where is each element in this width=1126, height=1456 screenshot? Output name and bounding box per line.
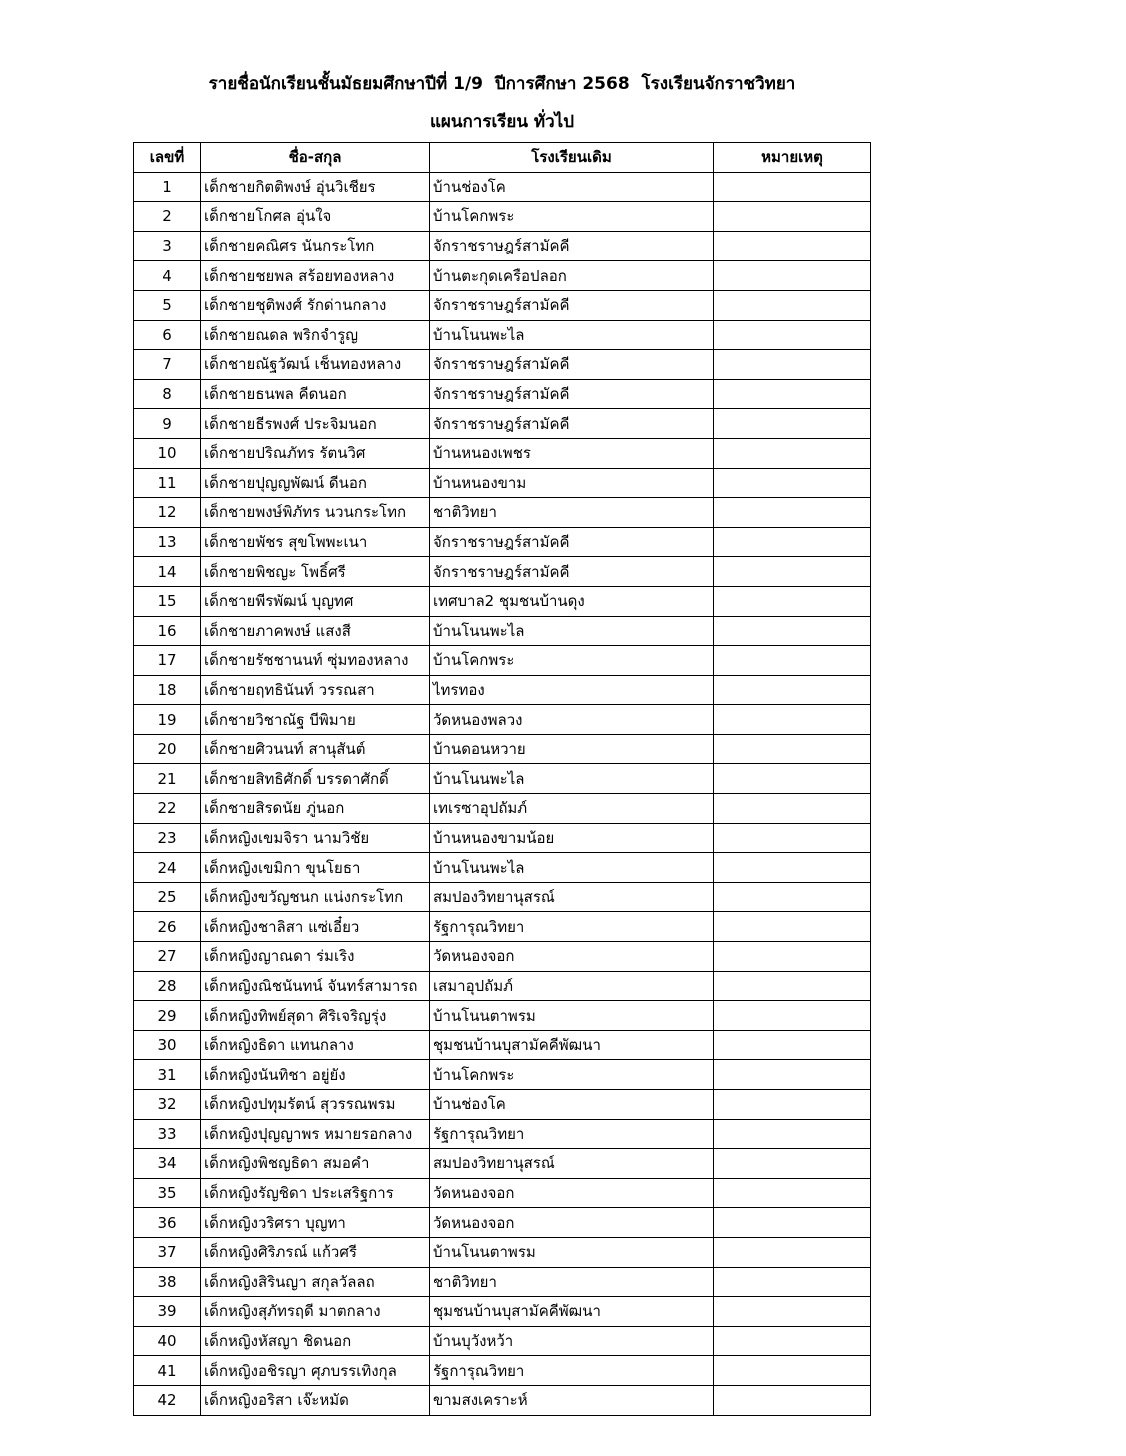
cell-previous-school: บ้านตะกุดเครือปลอก	[430, 261, 714, 291]
cell-previous-school: จักราชราษฎร์สามัคคี	[430, 290, 714, 320]
cell-remarks	[714, 320, 871, 350]
table-row	[134, 261, 871, 291]
table-row	[134, 734, 871, 764]
cell-student-name: เด็กหญิงณิชนันทน์ จันทร์สามารถ	[201, 971, 430, 1001]
cell-remarks	[714, 971, 871, 1001]
cell-remarks	[714, 853, 871, 883]
cell-student-name: เด็กหญิงวริศรา บุญทา	[201, 1208, 430, 1238]
cell-remarks	[714, 942, 871, 972]
cell-previous-school: บ้านบุวังหว้า	[430, 1326, 714, 1356]
cell-student-name: เด็กหญิงปทุมรัตน์ สุวรรณพรม	[201, 1090, 430, 1120]
cell-remarks	[714, 912, 871, 942]
cell-student-name: เด็กหญิงอริสา เจ๊ะหมัด	[201, 1385, 430, 1415]
cell-student-name: เด็กหญิงทิพย์สุดา ศิริเจริญรุ่ง	[201, 1001, 430, 1031]
cell-remarks	[714, 1030, 871, 1060]
cell-student-name: เด็กหญิงธิดา แทนกลาง	[201, 1030, 430, 1060]
cell-student-name: เด็กชายณัฐวัฒน์ เช็นทองหลาง	[201, 350, 430, 380]
cell-previous-school: รัฐการุณวิทยา	[430, 1119, 714, 1149]
cell-student-name: เด็กหญิงนันทิชา อยู่ยัง	[201, 1060, 430, 1090]
document-title: รายชื่อนักเรียนชั้นมัธยมศึกษาปีที่ 1/9 ปีการศึกษา 2568 โรงเรียนจักราชวิทยา	[208, 74, 796, 94]
cell-previous-school: จักราชราษฎร์สามัคคี	[430, 527, 714, 557]
cell-previous-school: ชุมชนบ้านบุสามัคคีพัฒนา	[430, 1297, 714, 1327]
cell-number: 25	[134, 882, 201, 912]
cell-number: 24	[134, 853, 201, 883]
table-row	[134, 646, 871, 676]
table-row	[134, 409, 871, 439]
cell-remarks	[714, 794, 871, 824]
cell-remarks	[714, 823, 871, 853]
cell-previous-school: จักราชราษฎร์สามัคคี	[430, 350, 714, 380]
table-row	[134, 202, 871, 232]
cell-student-name: เด็กชายวิชาณัฐ บีพิมาย	[201, 705, 430, 735]
cell-student-name: เด็กหญิงอชิรญา ศุภบรรเทิงกุล	[201, 1356, 430, 1386]
cell-remarks	[714, 379, 871, 409]
cell-number: 23	[134, 823, 201, 853]
table-row	[134, 290, 871, 320]
cell-student-name: เด็กชายคณิศร นันกระโทก	[201, 231, 430, 261]
header-name: ชื่อ-สกุล	[201, 143, 430, 173]
cell-remarks	[714, 705, 871, 735]
table-row	[134, 172, 871, 202]
cell-previous-school: วัดหนองพลวง	[430, 705, 714, 735]
cell-previous-school: จักราชราษฎร์สามัคคี	[430, 231, 714, 261]
cell-remarks	[714, 1119, 871, 1149]
cell-student-name: เด็กหญิงสิรินญา สกุลวัลลถ	[201, 1267, 430, 1297]
cell-number: 17	[134, 646, 201, 676]
cell-remarks	[714, 527, 871, 557]
table-header	[134, 143, 871, 173]
cell-previous-school: ไทรทอง	[430, 675, 714, 705]
cell-student-name: เด็กชายภาคพงษ์ แสงสี	[201, 616, 430, 646]
cell-previous-school: ขามสงเคราะห์	[430, 1385, 714, 1415]
cell-number: 7	[134, 350, 201, 380]
cell-number: 5	[134, 290, 201, 320]
cell-remarks	[714, 882, 871, 912]
table-row	[134, 350, 871, 380]
cell-remarks	[714, 409, 871, 439]
cell-previous-school: บ้านโนนตาพรม	[430, 1001, 714, 1031]
cell-remarks	[714, 1090, 871, 1120]
table-row	[134, 616, 871, 646]
cell-number: 3	[134, 231, 201, 261]
table-row	[134, 794, 871, 824]
cell-number: 42	[134, 1385, 201, 1415]
table-row	[134, 1178, 871, 1208]
cell-student-name: เด็กหญิงขวัญชนก แน่งกระโทก	[201, 882, 430, 912]
cell-previous-school: เทศบาล2 ชุมชนบ้านดุง	[430, 586, 714, 616]
table-row	[134, 971, 871, 1001]
cell-student-name: เด็กหญิงหัสญา ชิดนอก	[201, 1326, 430, 1356]
cell-previous-school: บ้านหนองขาม	[430, 468, 714, 498]
cell-previous-school: ชาติวิทยา	[430, 1267, 714, 1297]
table-row	[134, 320, 871, 350]
cell-previous-school: จักราชราษฎร์สามัคคี	[430, 409, 714, 439]
cell-previous-school: บ้านโนนพะไล	[430, 853, 714, 883]
cell-remarks	[714, 202, 871, 232]
cell-previous-school: บ้านช่องโค	[430, 1090, 714, 1120]
cell-student-name: เด็กหญิงปุญญาพร หมายรอกลาง	[201, 1119, 430, 1149]
cell-number: 4	[134, 261, 201, 291]
cell-number: 1	[134, 172, 201, 202]
cell-student-name: เด็กชายโกศล อุ่นใจ	[201, 202, 430, 232]
cell-remarks	[714, 646, 871, 676]
table-row	[134, 557, 871, 587]
cell-previous-school: ชาติวิทยา	[430, 498, 714, 528]
cell-remarks	[714, 616, 871, 646]
cell-previous-school: สมปองวิทยานุสรณ์	[430, 882, 714, 912]
cell-number: 6	[134, 320, 201, 350]
cell-student-name: เด็กหญิงพิชญธิดา สมอคำ	[201, 1149, 430, 1179]
cell-student-name: เด็กหญิงชาลิสา แซ่เอี๋ยว	[201, 912, 430, 942]
cell-remarks	[714, 498, 871, 528]
table-row	[134, 468, 871, 498]
cell-number: 27	[134, 942, 201, 972]
header-previous-school: โรงเรียนเดิม	[430, 143, 714, 173]
cell-remarks	[714, 734, 871, 764]
cell-number: 10	[134, 438, 201, 468]
cell-student-name: เด็กหญิงเขมิกา ขุนโยธา	[201, 853, 430, 883]
cell-previous-school: สมปองวิทยานุสรณ์	[430, 1149, 714, 1179]
table-row	[134, 379, 871, 409]
cell-previous-school: บ้านโคกพระ	[430, 646, 714, 676]
cell-student-name: เด็กชายธนพล คีดนอก	[201, 379, 430, 409]
table-row	[134, 1001, 871, 1031]
cell-remarks	[714, 1297, 871, 1327]
table-row	[134, 1149, 871, 1179]
cell-number: 31	[134, 1060, 201, 1090]
cell-number: 39	[134, 1297, 201, 1327]
table-row	[134, 1356, 871, 1386]
cell-remarks	[714, 172, 871, 202]
cell-previous-school: บ้านหนองเพชร	[430, 438, 714, 468]
table-row	[134, 1326, 871, 1356]
cell-student-name: เด็กชายสิรดนัย ภู่นอก	[201, 794, 430, 824]
header-row	[134, 143, 871, 173]
cell-number: 32	[134, 1090, 201, 1120]
cell-number: 19	[134, 705, 201, 735]
cell-student-name: เด็กชายศิวนนท์ สานุสันต์	[201, 734, 430, 764]
table-row	[134, 1385, 871, 1415]
cell-previous-school: บ้านโคกพระ	[430, 202, 714, 232]
cell-student-name: เด็กหญิงรัญชิดา ประเสริฐการ	[201, 1178, 430, 1208]
cell-previous-school: จักราชราษฎร์สามัคคี	[430, 379, 714, 409]
header-remarks: หมายเหตุ	[714, 143, 871, 173]
cell-remarks	[714, 1001, 871, 1031]
cell-previous-school: บ้านโนนตาพรม	[430, 1237, 714, 1267]
cell-remarks	[714, 350, 871, 380]
cell-number: 40	[134, 1326, 201, 1356]
cell-previous-school: วัดหนองจอก	[430, 1208, 714, 1238]
cell-previous-school: บ้านหนองขามน้อย	[430, 823, 714, 853]
cell-student-name: เด็กชายธีรพงศ์ ประจิมนอก	[201, 409, 430, 439]
cell-student-name: เด็กชายชุติพงศ์ รักด่านกลาง	[201, 290, 430, 320]
cell-student-name: เด็กชายกิตติพงษ์ อุ่นวิเชียร	[201, 172, 430, 202]
cell-student-name: เด็กชายชยพล สร้อยทองหลาง	[201, 261, 430, 291]
cell-previous-school: บ้านโนนพะไล	[430, 320, 714, 350]
cell-number: 26	[134, 912, 201, 942]
cell-remarks	[714, 557, 871, 587]
cell-previous-school: บ้านโนนพะไล	[430, 616, 714, 646]
cell-number: 33	[134, 1119, 201, 1149]
cell-number: 29	[134, 1001, 201, 1031]
header-number: เลขที่	[134, 143, 201, 173]
table-row	[134, 527, 871, 557]
cell-student-name: เด็กหญิงสุภัทรฤดี มาตกลาง	[201, 1297, 430, 1327]
table-row	[134, 498, 871, 528]
cell-number: 20	[134, 734, 201, 764]
table-row	[134, 942, 871, 972]
cell-number: 13	[134, 527, 201, 557]
cell-remarks	[714, 1237, 871, 1267]
table-row	[134, 1237, 871, 1267]
cell-remarks	[714, 468, 871, 498]
cell-number: 21	[134, 764, 201, 794]
cell-remarks	[714, 675, 871, 705]
cell-remarks	[714, 1267, 871, 1297]
cell-previous-school: วัดหนองจอก	[430, 1178, 714, 1208]
cell-remarks	[714, 1149, 871, 1179]
table-row	[134, 1267, 871, 1297]
cell-previous-school: เสมาอุปถัมภ์	[430, 971, 714, 1001]
cell-remarks	[714, 1060, 871, 1090]
table-row	[134, 586, 871, 616]
table-row	[134, 764, 871, 794]
table-row	[134, 882, 871, 912]
cell-number: 8	[134, 379, 201, 409]
cell-student-name: เด็กชายปุญญพัฒน์ ดีนอก	[201, 468, 430, 498]
cell-previous-school: บ้านช่องโค	[430, 172, 714, 202]
cell-remarks	[714, 261, 871, 291]
table-row	[134, 1119, 871, 1149]
cell-previous-school: จักราชราษฎร์สามัคคี	[430, 557, 714, 587]
table-row	[134, 912, 871, 942]
cell-student-name: เด็กหญิงเขมจิรา นามวิชัย	[201, 823, 430, 853]
cell-previous-school: เทเรซาอุปถัมภ์	[430, 794, 714, 824]
cell-number: 36	[134, 1208, 201, 1238]
cell-remarks	[714, 1326, 871, 1356]
cell-previous-school: รัฐการุณวิทยา	[430, 1356, 714, 1386]
cell-student-name: เด็กหญิงญาณดา ร่มเริง	[201, 942, 430, 972]
cell-number: 37	[134, 1237, 201, 1267]
cell-number: 34	[134, 1149, 201, 1179]
cell-number: 11	[134, 468, 201, 498]
cell-remarks	[714, 1208, 871, 1238]
cell-student-name: เด็กชายพีรพัฒน์ บุญทศ	[201, 586, 430, 616]
table-row	[134, 1297, 871, 1327]
cell-remarks	[714, 231, 871, 261]
table-row	[134, 675, 871, 705]
table-row	[134, 438, 871, 468]
cell-number: 35	[134, 1178, 201, 1208]
table-row	[134, 1090, 871, 1120]
cell-number: 18	[134, 675, 201, 705]
cell-remarks	[714, 290, 871, 320]
cell-student-name: เด็กชายพงษ์พิภัทร นวนกระโทก	[201, 498, 430, 528]
cell-previous-school: ชุมชนบ้านบุสามัคคีพัฒนา	[430, 1030, 714, 1060]
table-row	[134, 823, 871, 853]
cell-remarks	[714, 586, 871, 616]
cell-remarks	[714, 1356, 871, 1386]
cell-student-name: เด็กชายรัชชานนท์ ซุ่มทองหลาง	[201, 646, 430, 676]
table-row	[134, 705, 871, 735]
cell-remarks	[714, 1385, 871, 1415]
cell-student-name: เด็กชายสิทธิศักดิ์ บรรดาศักดิ์	[201, 764, 430, 794]
document-subtitle: แผนการเรียน ทั่วไป	[429, 112, 575, 132]
cell-remarks	[714, 1178, 871, 1208]
table-row	[134, 853, 871, 883]
cell-number: 15	[134, 586, 201, 616]
cell-student-name: เด็กชายพิชญะ โพธิ์ศรี	[201, 557, 430, 587]
cell-student-name: เด็กชายณดล พริกจำรูญ	[201, 320, 430, 350]
cell-remarks	[714, 764, 871, 794]
cell-number: 22	[134, 794, 201, 824]
cell-student-name: เด็กชายปริณภัทร รัตนวิศ	[201, 438, 430, 468]
cell-remarks	[714, 438, 871, 468]
cell-number: 38	[134, 1267, 201, 1297]
cell-number: 9	[134, 409, 201, 439]
cell-number: 30	[134, 1030, 201, 1060]
cell-previous-school: บ้านดอนหวาย	[430, 734, 714, 764]
table-row	[134, 1208, 871, 1238]
cell-number: 28	[134, 971, 201, 1001]
table-row	[134, 1060, 871, 1090]
table-body	[134, 172, 871, 1415]
cell-previous-school: รัฐการุณวิทยา	[430, 912, 714, 942]
cell-student-name: เด็กหญิงศิริภรณ์ แก้วศรี	[201, 1237, 430, 1267]
cell-number: 41	[134, 1356, 201, 1386]
cell-previous-school: บ้านโนนพะไล	[430, 764, 714, 794]
cell-number: 12	[134, 498, 201, 528]
cell-number: 16	[134, 616, 201, 646]
cell-previous-school: บ้านโคกพระ	[430, 1060, 714, 1090]
cell-student-name: เด็กชายฤทธินันท์ วรรณสา	[201, 675, 430, 705]
table-row	[134, 1030, 871, 1060]
student-roster-table	[133, 142, 871, 1416]
cell-number: 14	[134, 557, 201, 587]
table-row	[134, 231, 871, 261]
cell-student-name: เด็กชายพัชร สุขโพพะเนา	[201, 527, 430, 557]
cell-number: 2	[134, 202, 201, 232]
cell-previous-school: วัดหนองจอก	[430, 942, 714, 972]
